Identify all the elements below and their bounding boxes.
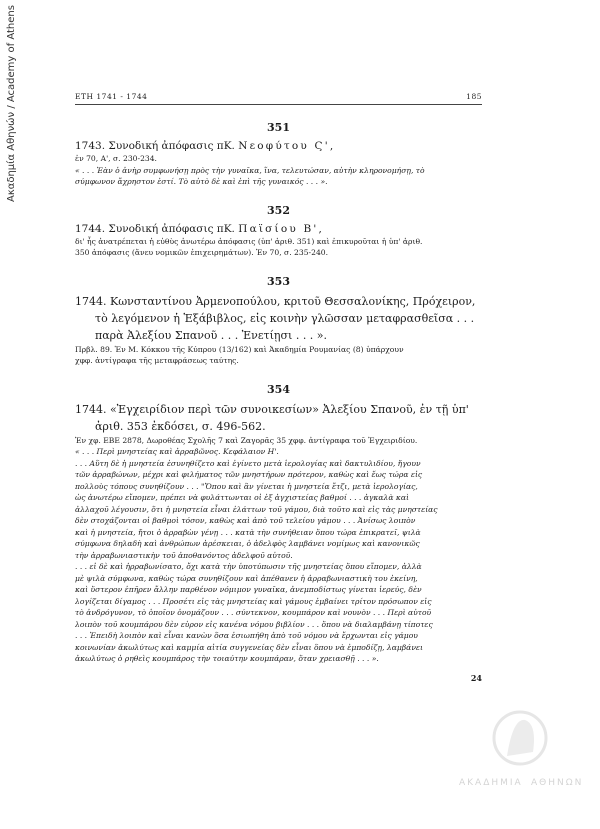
watermark-left-word: ΑΚΑΔΗΜΙΑ bbox=[459, 778, 523, 788]
entry-line: ἀλλαχοῦ λέγουσιν, ὅτι ἡ μνηστεία εἶναι ἐλάττων τοῦ γάμου, διὰ τοῦτο καὶ εἰς τὰς μνηστείας bbox=[75, 504, 438, 514]
entry-title: 1744. «Ἐγχειρίδιον περὶ τῶν συνοικεσίων» Ἀλεξίου Σπανοῦ, ἐν τῇ ὑπ' ἀριθ. 353 ἐκδόσει, σ. 496-562. bbox=[75, 402, 469, 433]
entry-line: πολλοὺς τόπους συνηθίζουν . . . "Ὅπου καὶ ἂν γίνεται ἡ μνηστεία ἔτζι, μετὰ ἱερολογίας, bbox=[75, 481, 418, 491]
entry-line: τὴν ἀρραβωνιαστικὴν τοῦ ἀποθανόντος ἀδελφοῦ αὐτοῦ. bbox=[75, 550, 293, 560]
entry-line: λογίζεται δίγαμος . . . Προσέτι εἰς τὰς μνηστείας καὶ γάμους ἐμβαίνει τρίτον πρόσωπον εἰς bbox=[75, 596, 432, 606]
entry-line: δι' ἧς ἀνατρέπεται ἡ εὐθὺς ἀνωτέρω ἀπόφασις (ὑπ' ἀριθ. 351) καὶ ἐπικυροῦται ἡ ὑπ' ἀριθ. bbox=[75, 236, 423, 246]
entry-line: 350 ἀπόφασις (ἄνευ νομικῶν ἐπιχειρημάτων). Ἐν 70, σ. 235-240. bbox=[75, 248, 329, 257]
entry-body bbox=[75, 435, 482, 665]
entry-line: Πρβλ. 89. Ἐν Μ. Κόκκου τῆς Κύπρου (13/162) καὶ Ἀκαδημία Ρουμανίας (8) ὑπάρχουν bbox=[75, 344, 404, 354]
entry-title bbox=[75, 222, 482, 236]
entry-line: τῶν ἀρραβώνων, μέχρι καὶ φιλήματος τῶν μνηστήρων πρότερον, καθὼς καὶ ἕως τώρα εἰς bbox=[75, 470, 423, 479]
entry-line: χφφ. ἀντίγραφα τῆς μεταφράσεως ταύτης. bbox=[75, 356, 239, 365]
entry-353 bbox=[75, 275, 482, 367]
header-rule bbox=[75, 104, 482, 105]
document-page bbox=[75, 92, 482, 683]
entry-354 bbox=[75, 383, 482, 665]
entry-line: ἀκωλύτως ὁ ρηθεὶς κουμπάρος τὴν τοιαύτην κουμπάραν, ὅταν χρειασθῇ . . . ». bbox=[75, 654, 379, 663]
entry-352 bbox=[75, 204, 482, 259]
entry-title: 1744. Κωνσταντίνου Ἀρμενοπούλου, κριτοῦ Θεσσαλονίκης, Πρόχειρον, τὸ λεγόμενον ἡ Ἑξάβιβλος, εἰς κοινὴν γλῶσσαν μεταφρασθεῖσα . . . παρὰ Ἀλεξίου Σπανοῦ . . . Ἐνετίῃσι . . . ». bbox=[75, 294, 476, 342]
entry-line: κοινωνίαν ἀκωλύτως καὶ καμμία αἰτία συγγενείας δὲν εἶναι ὅπου νὰ ἐμποδίζῃ, λαμβάνει bbox=[75, 642, 423, 652]
entry-number: 351 bbox=[267, 121, 290, 134]
entry-number: 354 bbox=[267, 382, 290, 396]
entry-line: . . . Ἐπειδὴ λοιπὸν καὶ εἶναι κανὼν ὅσα ἐσιωπήθη ἀπὸ τοῦ νόμου νὰ ἔρχωνται εἰς γάμου bbox=[75, 631, 418, 640]
watermark-right-word: ΑΘΗΝΩΝ bbox=[531, 778, 584, 788]
entry-line: δὲν στοχάζονται οἱ βαθμοὶ τόσον, καθὼς καὶ ἀπὸ τοῦ τελείου γάμου . . . Ἀνίσως λοιπὸν bbox=[75, 516, 416, 525]
academy-watermark bbox=[455, 700, 585, 800]
entry-title-name: Νεοφύτου Ϛ', bbox=[238, 140, 336, 152]
side-label-academy: Ακαδημία Αθηνών / Academy of Athens bbox=[6, 5, 17, 202]
entry-number: 353 bbox=[267, 274, 290, 288]
entry-line: ὡς ἀνωτέρω εἴπομεν, πρέπει νὰ φυλάττωνται οἱ ἐξ ἀγχιστείας βαθμοί . . . ἀγκαλὰ καὶ bbox=[75, 493, 409, 502]
running-title: ΕΤΗ 1741 - 1744 bbox=[75, 92, 148, 101]
entry-number: 352 bbox=[267, 203, 290, 217]
entry-title-prefix: 1744. Συνοδική ἀπόφασις πΚ. bbox=[75, 222, 239, 235]
entry-line: λοιπὸν τοῦ κουμπάρου δὲν εὑρον εἰς κανένα νόμου βιβλίον . . . ὅπου νὰ διαλαμβάνῃ τίποτες bbox=[75, 619, 433, 629]
entry-line: ἐν 70, Α', σ. 230-234. bbox=[75, 154, 157, 163]
entry-line: τὸ ἀνδρόγυνον, τὸ ὁποῖον ὀνομάζουν . . . σύντεκνον, κουμπάρον καὶ νουνὸν . . . Περὶ αὐτοῦ bbox=[75, 608, 432, 617]
running-header bbox=[75, 92, 482, 101]
signature-mark: 24 bbox=[470, 672, 482, 683]
entry-line: καὶ ἡ μνηστεία, ἤτοι ὁ ἀρραβὼν γένῃ . . . κατὰ τὴν συνήθειαν ὅπου τώρα ἐπικρατεῖ, ψιλὰ bbox=[75, 527, 421, 537]
entry-line: Ἐν χφ. ΕΒΕ 2878, Δωροθέας Σχολῆς 7 καὶ Ζαγορᾶς 35 χφφ. ἀντίγραφα τοῦ Ἐγχειριδίου. bbox=[75, 435, 418, 445]
entry-line: σύμφωνα δηλαδὴ καὶ ἀνθρώπων ἀρέσκειαι, ὁ ἀδελφὸς λαμβάνει νομίμως καὶ κανονικῶς bbox=[75, 539, 420, 548]
entry-title-prefix: 1743. Συνοδική ἀπόφασις πΚ. bbox=[75, 140, 239, 152]
entry-title bbox=[75, 139, 482, 153]
entry-line: μὲ ψιλὰ σύμφωνα, καθὼς τώρα συνηθίζουν καὶ ἀπέθανεν ἡ ἀρραβωνιαστικὴ του ἐκείνη, bbox=[75, 573, 418, 583]
entry-line: « . . . Ἐὰν ὁ ἀνὴρ συμφωνήσῃ πρὸς τὴν γυναῖκα, ἵνα, τελευτώσαν, αὐτὴν κληρονομήσῃ, τὸ bbox=[75, 165, 425, 175]
entry-line: « . . . Περὶ μνηστείας καὶ ἀρραβῶνος. Κεφάλαιον Η'. bbox=[75, 447, 279, 456]
page-number: 185 bbox=[466, 92, 482, 101]
entry-line: καὶ ὕστερον ἐπῆρεν ἄλλην παρθένον νόμιμον γυναῖκα, ἀνεμποδίστως γίνεται ἱερεύς, δὲν bbox=[75, 585, 422, 594]
entry-line: σύμφωνον ἄχρηστον ἐστί. Τὸ αὐτὸ δὲ καὶ ἐπὶ τῆς γυναικός . . . ». bbox=[75, 177, 328, 186]
entry-title-name: Παϊσίου Β', bbox=[238, 222, 325, 235]
entry-line: . . . εἰ δὲ καὶ ἠρραβωνίσατο, ὄχι κατὰ τὴν ὑποτύπωσιν τῆς μνηστείας ὅπου εἴπομεν, ἀλλὰ bbox=[75, 562, 422, 571]
entry-351 bbox=[75, 121, 482, 188]
entry-line: . . . Αὕτη δὲ ἡ μνηστεία ἐσυνηθίζετο καὶ ἐγίνετο μετὰ ἱερολογίας καὶ δακτυλιδίου, ἤγουν bbox=[75, 458, 421, 468]
